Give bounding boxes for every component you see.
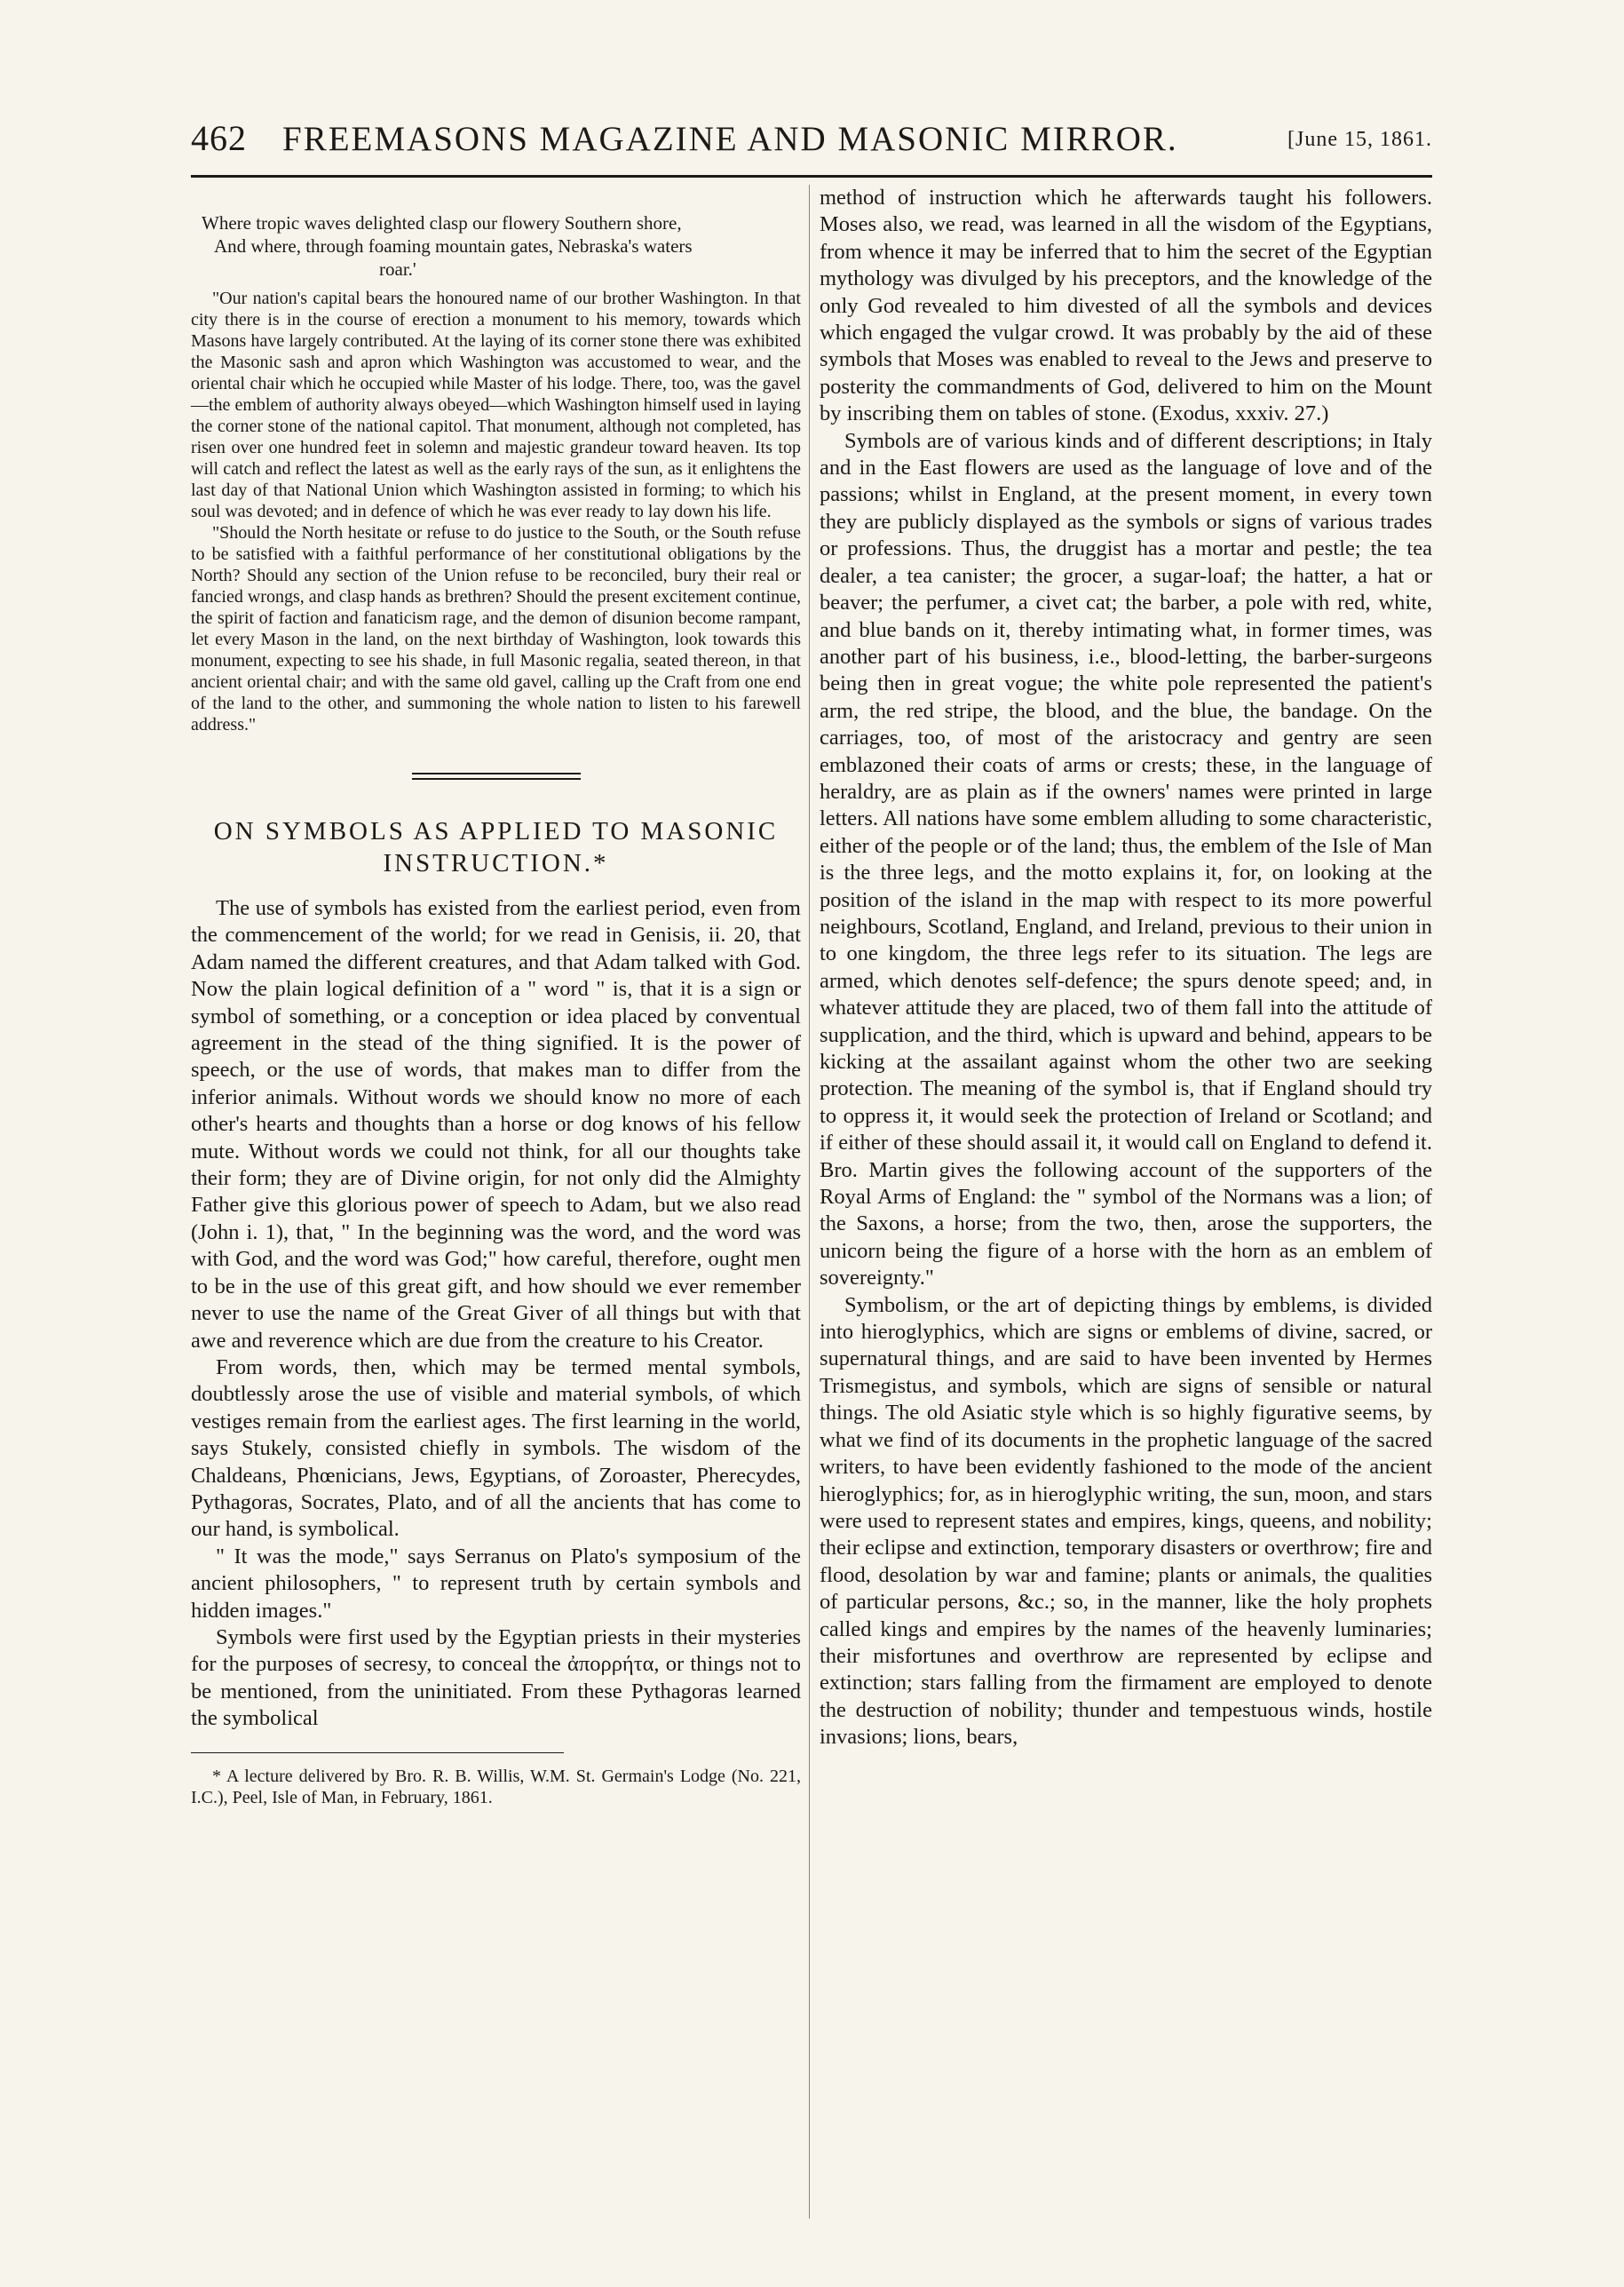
page-number: 462	[191, 118, 247, 158]
body-paragraph: From words, then, which may be termed mental symbols, doubtlessly arose the use of visible and material symbols, of which vestiges remain from the earliest ages. The first learning in the world, says Stukely, consisted chiefly in symbols. The wisdom of the Chaldeans, Phœnicians, Jews, Egyptians, of Zoroaster, Pherecydes, Pythagoras, Socrates, Plato, and of all the ancients that has come to our hand, is symbolical.	[191, 1354, 801, 1542]
section-divider	[412, 773, 581, 780]
body-paragraph: method of instruction which he afterwards taught his followers. Moses also, we read, was learned in all the wisdom of the Egyptians, from whence it may be inferred that to him the secret of the Egyptian mythology was divulged by his preceptors, and the knowledge of the only God revealed to him divested of all the symbols and devices which engaged the vulgar crowd. It was probably by the aid of these symbols that Moses was enabled to reveal to the Jews and preserve to posterity the commandments of God, delivered to him on the Mount by inscribing them on tables of stone. (Exodus, xxxiv. 27.)	[820, 186, 1432, 426]
footnote: * A lecture delivered by Bro. R. B. Willis, W.M. St. Germain's Lodge (No. 221, I.C.), Peel, Isle of Man, in February, 1861.	[191, 1766, 801, 1807]
article-body-right	[820, 185, 1432, 1751]
verse-fragment	[202, 211, 801, 281]
section-heading-line: INSTRUCTION.*	[383, 849, 609, 877]
article-body-left	[191, 895, 801, 1733]
header-rule	[191, 175, 1432, 178]
body-paragraph: " It was the mode," says Serranus on Plato's symposium of the ancient philosophers, " to represent truth by certain symbols and hidden images."	[191, 1544, 801, 1623]
verse-line: Where tropic waves delighted clasp our flowery Southern shore,	[202, 212, 682, 234]
column-divider	[809, 185, 810, 2219]
right-column	[820, 185, 1432, 1751]
quote-paragraph: "Our nation's capital bears the honoured name of our brother Washington. In that city there is in the course of erection a monument to his memory, towards which Masons have largely contributed. At the laying of its corner stone there was exhibited the Masonic sash and apron which Washington was accustomed to wear, and the oriental chair which he occupied while Master of his lodge. There, too, was the gavel—the emblem of authority always obeyed—which Washington himself used in laying the corner stone of the national capitol. That monument, although not completed, has risen over one hundred feet in solemn and majestic grandeur toward heaven. Its top will catch and reflect the latest as well as the early rays of the sun, as it enlightens the last day of that National Union which Washington assisted in forming; to which his soul was devoted; and in defence of which he was ever ready to lay down his life.	[191, 289, 801, 521]
body-paragraph: The use of symbols has existed from the earliest period, even from the commencement of the world; for we read in Genisis, ii. 20, that Adam named the different creatures, and that Adam talked with God. Now the plain logical definition of a " word " is, that it is a sign or symbol of something, or a conception or idea placed by conventual agreement in the stead of the thing signified. It is the power of speech, or the use of words, that makes man to differ from the inferior animals. Without words we should know no more of each other's hearts and thoughts than a horse or dog knows of his fellow mute. Without words we could not think, for all our thoughts take their form; they are of Divine origin, for not only did the Almighty Father give this glorious power of speech to Adam, but we also read (John i. 1), that, " In the beginning was the word, and the word was with God, and the word was God;" how careful, therefore, ought men to be in the use of this great gift, and how should we ever remember never to use the name of the Great Giver of all things but with that awe and reverence which are due from the creature to his Creator.	[191, 896, 801, 1353]
section-heading-line: ON SYMBOLS AS APPLIED TO MASONIC	[213, 817, 779, 846]
left-column	[191, 211, 801, 1808]
verse-line: roar.'	[379, 258, 416, 280]
quoted-speech	[191, 288, 801, 735]
body-paragraph: Symbolism, or the art of depicting things by emblems, is divided into hieroglyphics, which are signs or emblems of divine, sacred, or supernatural things, and are said to have been invented by Hermes Trismegistus, and symbols, which are signs of sensible or natural things. The old Asiatic style which is so highly figurative seems, by what we find of its documents in the prophetic language of the sacred writers, to have been evidently fashioned to the mode of the ancient hieroglyphics; for, as in hieroglyphic writing, the sun, moon, and stars were used to represent states and empires, kings, queens, and nobility; their eclipse and extinction, temporary disasters or overthrow; fire and flood, desolation by war and famine; plants or animals, the qualities of particular persons, &c.; so, in the manner, like the holy prophets called kings and empires by the names of the heavenly luminaries; their misfortunes and overthrow are represented by eclipse and extinction; stars falling from the firmament are employed to denote the destruction of nobility; thunder and tempestuous winds, hostile invasions; lions, bears,	[820, 1292, 1432, 1750]
issue-date: [June 15, 1861.	[1287, 128, 1432, 151]
footnote-rule	[191, 1752, 564, 1753]
body-paragraph: Symbols were first used by the Egyptian priests in their mysteries for the purposes of secresy, to conceal the ἀπορρήτα, or things not to be mentioned, from the uninitiated. From these Pythagoras learned the symbolical	[191, 1624, 801, 1731]
quote-paragraph: "Should the North hesitate or refuse to do justice to the South, or the South refuse to be satisfied with a faithful performance of her constitutional obligations by the North? Should any section of the Union refuse to be reconciled, bury their real or fancied wrongs, and clasp hands as brethren? Should the present excitement continue, the spirit of faction and fanaticism rage, and the demon of disunion become rampant, let every Mason in the land, on the next birthday of Washington, look towards this monument, expecting to see his shade, in full Masonic regalia, seated thereon, in that ancient oriental chair; and with the same old gavel, calling up the Craft from one end of the land to the other, and summoning the whole nation to listen to his farewell address."	[191, 523, 802, 735]
section-heading	[191, 815, 801, 879]
magazine-title: FREEMASONS MAGAZINE AND MASONIC MIRROR.	[282, 120, 1178, 158]
body-paragraph: Symbols are of various kinds and of different descriptions; in Italy and in the East flowers are used as the language of love and of the passions; whilst in England, at the present moment, in every town they are publicly displayed as the symbols or signs of various trades or professions. Thus, the druggist has a mortar and pestle; the tea dealer, a tea canister; the grocer, a sugar-loaf; the hatter, a hat or beaver; the perfumer, a civet cat; the barber, a pole with red, white, and blue bands on it, thereby intimating what, in former times, was another part of his business, i.e., blood-letting, the barber-surgeons being then in great vogue; the white pole represented the patient's arm, the red stripe, the blood, and the blue, the bandage. On the carriages, too, of most of the aristocracy and gentry are seen emblazoned their coats of arms or crests; these, in the language of heraldry, are as plain as if the owners' names were printed in large letters. All nations have some emblem alluding to some characteristic, either of the people or of the land; thus, the emblem of the Isle of Man is the three legs, and the motto explains it, for, on looking at the position of the island in the map with respect to its more powerful neighbours, Scotland, England, and Ireland, previous to their union in to one kingdom, the three legs refer to its situation. The legs are armed, which denotes self-defence; the spurs denote speed; and, in whatever attitude they are placed, two of them fall into the attitude of supplication, and the third, which is upward and behind, appears to be kicking at the assailant against whom the other two are seeking protection. The meaning of the symbol is, that if England should try to oppress it, it would seek the protection of Ireland or Scotland; and if either of these should assail it, it would call on England to defend it. Bro. Martin gives the following account of the supporters of the Royal Arms of England: the " symbol of the Normans was a lion; of the Saxons, a horse; from the two, then, arose the supporters, the unicorn being the figure of a horse with the horn as an emblem of sovereignty."	[820, 428, 1432, 1290]
page-header	[191, 117, 1432, 174]
verse-line: And where, through foaming mountain gates, Nebraska's waters	[214, 235, 693, 257]
